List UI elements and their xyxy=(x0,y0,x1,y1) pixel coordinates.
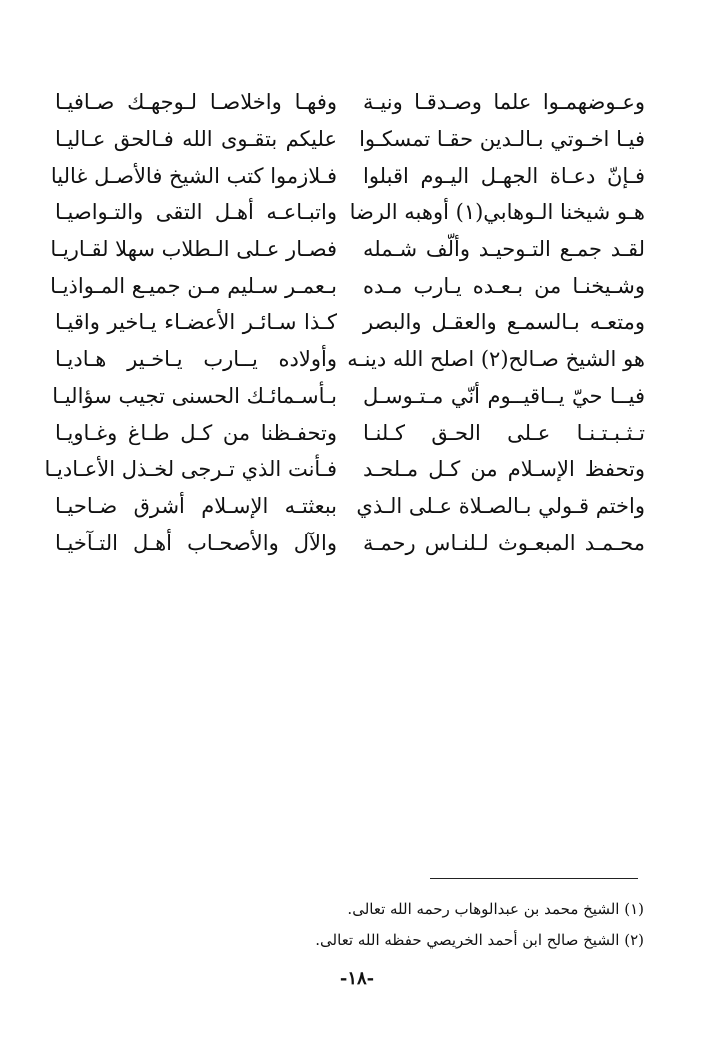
verse-first-hemistich: ومتعـه بـالسمـع والعقـل والبصر xyxy=(363,310,645,335)
poem-verse xyxy=(50,267,645,304)
verse-first-hemistich: تـثـبـتـنـا عـلى الحـق كـلنـا xyxy=(363,420,645,445)
poem-verse xyxy=(55,524,645,561)
poem-verse xyxy=(55,304,645,341)
verse-second-hemistich: وأولاده يــارب يـاخـير هـاديـا xyxy=(55,347,337,372)
verse-second-hemistich: فـلازموا كتب الشيخ فالأصـل غاليا xyxy=(50,163,337,188)
poem-verse xyxy=(55,414,645,451)
verse-first-hemistich: هـو شيخنا الـوهابي(١) أوهبه الرضا xyxy=(349,200,645,225)
verse-second-hemistich: بـعمـر سـليم مـن جميـع المـواذيـا xyxy=(50,273,337,298)
verse-second-hemistich: وفهـا واخلاصـا لـوجهـك صـافيـا xyxy=(55,90,337,115)
footnote-2: (٢) الشيخ صالح ابن أحمد الخريصي حفظه الله تعالى. xyxy=(315,931,644,949)
verse-first-hemistich: هو الشيخ صـالح(٢) اصلح الله دينـه xyxy=(347,347,645,372)
verse-second-hemistich: فصـار عـلى الـطلاب سهلا لقـاريـا xyxy=(50,237,337,262)
page-number: -١٨- xyxy=(339,968,375,989)
verse-first-hemistich: محـمـد المبعـوث لـلنـاس رحمـة xyxy=(363,530,645,555)
poem-verse xyxy=(55,341,645,378)
poem-verse xyxy=(44,451,645,488)
verse-first-hemistich: فيــا حيّ يــاقيــوم أنّي مـتـوسـل xyxy=(363,383,645,408)
verse-second-hemistich: فـأنت الذي تـرجى لخـذل الأعـاديـا xyxy=(44,457,337,482)
verse-second-hemistich: بـأسـمائـك الحسنى تجيب سؤاليـا xyxy=(52,383,337,408)
verse-second-hemistich: كـذا سـائـر الأعضـاء يـاخير واقيـا xyxy=(55,310,337,335)
verse-second-hemistich: عليكم بتقـوى الله فـالحق عـاليـا xyxy=(55,127,337,152)
verse-second-hemistich: وتحفـظنا من كـل طـاغ وغـاويـا xyxy=(55,420,337,445)
verse-first-hemistich: واختم قـولي بـالصـلاة عـلى الـذي xyxy=(356,493,645,518)
poem xyxy=(44,84,645,574)
poem-verse xyxy=(55,194,645,231)
verse-second-hemistich: واتبـاعـه أهـل التقى والتـواصيـا xyxy=(55,200,337,225)
verse-second-hemistich: والآل والأصحـاب أهـل التـآخيـا xyxy=(55,530,337,555)
verse-first-hemistich: وتحفظ الإسـلام من كـل مـلحـد xyxy=(363,457,645,482)
verse-second-hemistich: ببعثتـه الإسـلام أشرق ضـاحيـا xyxy=(55,493,337,518)
poem-verse xyxy=(50,231,645,268)
poem-verse xyxy=(52,378,645,415)
poem-verse xyxy=(55,84,645,121)
poem-verse xyxy=(55,121,645,158)
footnotes xyxy=(200,894,644,956)
poem-verse xyxy=(55,488,645,525)
verse-first-hemistich: وعـوضهمـوا علما وصـدقـا ونيـة xyxy=(363,90,645,115)
poem-verse xyxy=(50,157,645,194)
verse-first-hemistich: فـإنّ دعـاة الجهـل اليـوم اقبلوا xyxy=(363,163,645,188)
verse-first-hemistich: لقـد جمـع التـوحيـد وألّف شـمله xyxy=(363,237,645,262)
footnote-separator xyxy=(430,878,638,879)
footnote-1: (١) الشيخ محمد بن عبدالوهاب رحمه الله تعالى. xyxy=(347,900,644,918)
verse-first-hemistich: وشـيخنـا من بـعـده يـارب مـده xyxy=(363,273,645,298)
verse-first-hemistich: فيـا اخـوتي بـالـدين حقـا تمسكـوا xyxy=(359,127,645,152)
